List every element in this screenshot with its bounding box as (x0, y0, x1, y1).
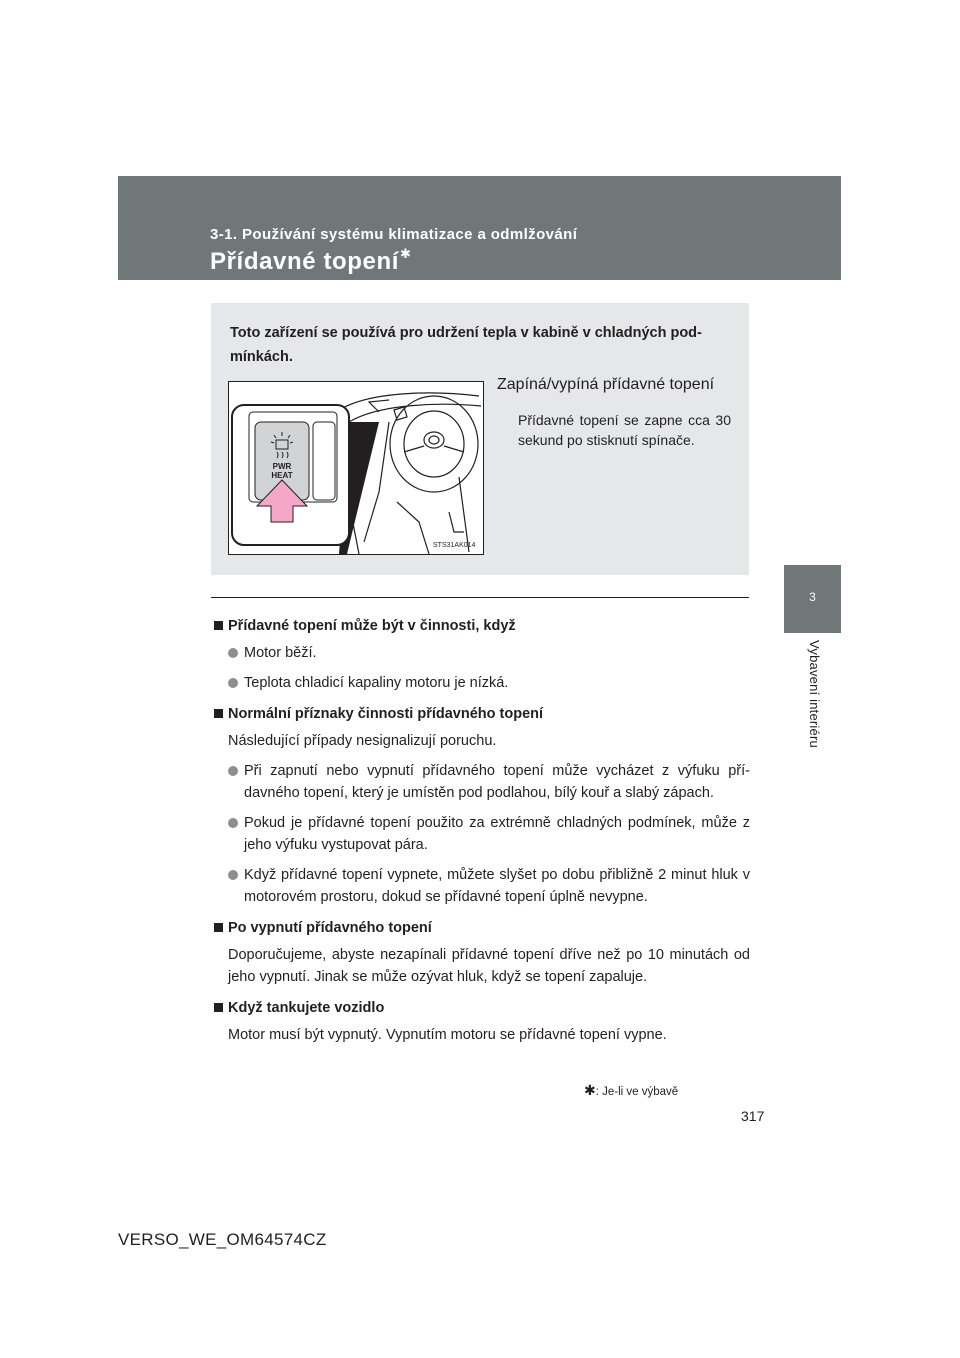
document-code: VERSO_WE_OM64574CZ (118, 1230, 327, 1249)
section-heading: Po vypnutí přídavného topení (212, 916, 750, 940)
paragraph: Motor musí být vypnutý. Vypnutím motoru se přídavné topení vypne. (228, 1027, 667, 1043)
section-heading: Přídavné topení může být v činnosti, když (212, 614, 750, 638)
list-item: Motor běží. (228, 642, 750, 664)
button-label-pwr: PWR (272, 462, 292, 471)
optional-equipment-marker: ✱ (400, 246, 412, 261)
chapter-number: 3 (809, 590, 816, 604)
section-heading: Když tankujete vozidlo (212, 996, 750, 1020)
intro-box (211, 303, 749, 575)
chapter-header (118, 176, 841, 280)
section-divider (211, 597, 749, 598)
section-title: 3-1. Používání systému klimatizace a odmlžování (210, 226, 578, 243)
figure-code: STS31AK014 (433, 542, 476, 549)
page-number: 317 (741, 1108, 765, 1124)
chapter-label: Vybavení interiéru (807, 640, 822, 748)
list-item: Při zapnutí nebo vypnutí přídavného topení může vycházet z výfuku pří-davného topení, který je umístěn pod podlahou, bílý kouř a slabý zápach. (228, 760, 750, 804)
page-title-text: Přídavné topení (210, 248, 400, 275)
footnote (584, 1082, 678, 1099)
list-item: Pokud je přídavné topení použito za extrémně chladných podmínek, může z jeho výfuku vystupovat pára. (228, 812, 750, 856)
asterisk-icon: ✱ (584, 1082, 596, 1098)
dashboard-illustration (229, 382, 483, 554)
chapter-tab (784, 565, 841, 633)
intro-text: Toto zařízení se používá pro udržení tepla v kabině v chladných pod-mínkách. (230, 325, 702, 365)
main-content (212, 614, 750, 1054)
list-item: Teplota chladicí kapaliny motoru je nízká. (228, 672, 750, 694)
list-item: Když přídavné topení vypnete, můžete slyšet po dobu přibližně 2 minut hluk v motorovém prostoru, dokud se přídavné topení úplně nevypne. (228, 864, 750, 908)
paragraph: Následující případy nesignalizují poruchu. (228, 733, 497, 749)
callout-body: Přídavné topení se zapne cca 30 sekund po stisknutí spínače. (518, 412, 731, 448)
callout-heading: Zapíná/vypíná přídavné topení (497, 376, 715, 393)
heater-switch-figure (228, 381, 484, 555)
page-title (210, 248, 412, 276)
button-label-heat: HEAT (271, 471, 293, 480)
paragraph: Doporučujeme, abyste nezapínali přídavné topení dříve než po 10 minutách od jeho vypnutí. Jinak se může ozývat hluk, když se topení zapaluje. (228, 947, 750, 985)
section-heading: Normální příznaky činnosti přídavného topení (212, 702, 750, 726)
footnote-text: : Je-li ve výbavě (595, 1086, 679, 1098)
